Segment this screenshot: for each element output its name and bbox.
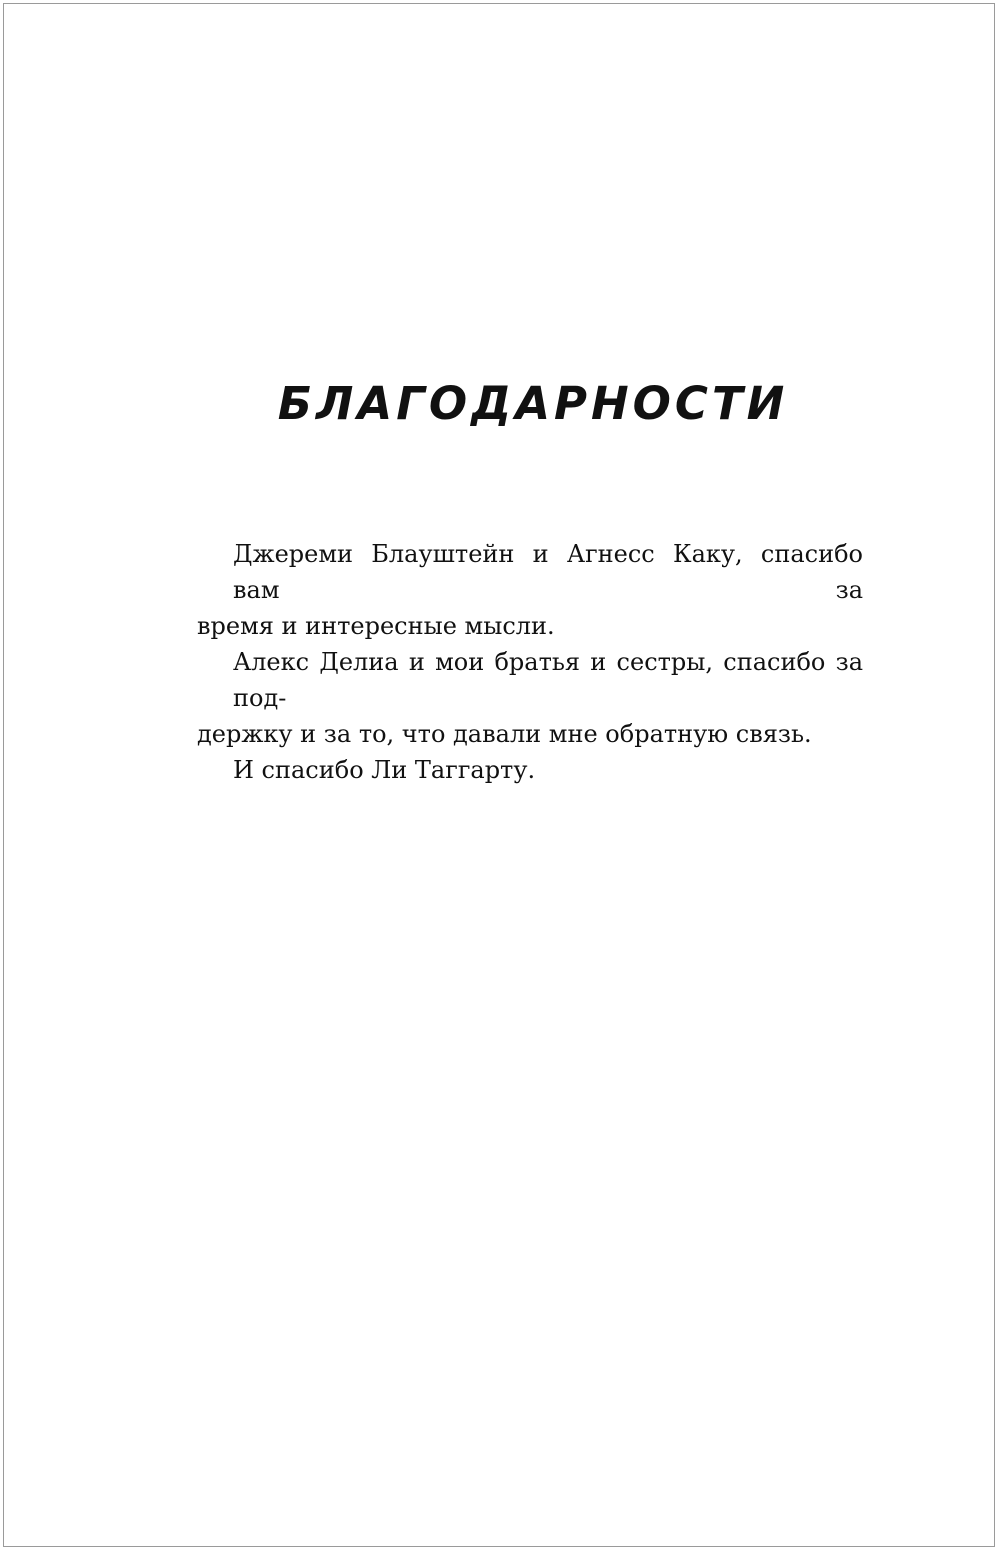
paragraph-2-line-2: держку и за то, что давали мне обратную связь.	[197, 720, 812, 748]
page-title: БЛАГОДАРНОСТИ	[277, 377, 789, 430]
acknowledgements-body	[197, 536, 863, 788]
paragraph-2	[197, 644, 863, 752]
paragraph-3	[197, 752, 863, 788]
paragraph-1	[197, 536, 863, 644]
paragraph-2-line-1: Алекс Делиа и мои братья и сестры, спасибо за под-	[233, 648, 863, 712]
paragraph-3-line-1: И спасибо Ли Таггарту.	[233, 756, 536, 784]
paragraph-1-line-1: Джереми Блауштейн и Агнесс Каку, спасибо вам за	[233, 540, 863, 604]
paragraph-1-line-2: время и интересные мысли.	[197, 612, 555, 640]
book-page	[3, 3, 995, 1547]
